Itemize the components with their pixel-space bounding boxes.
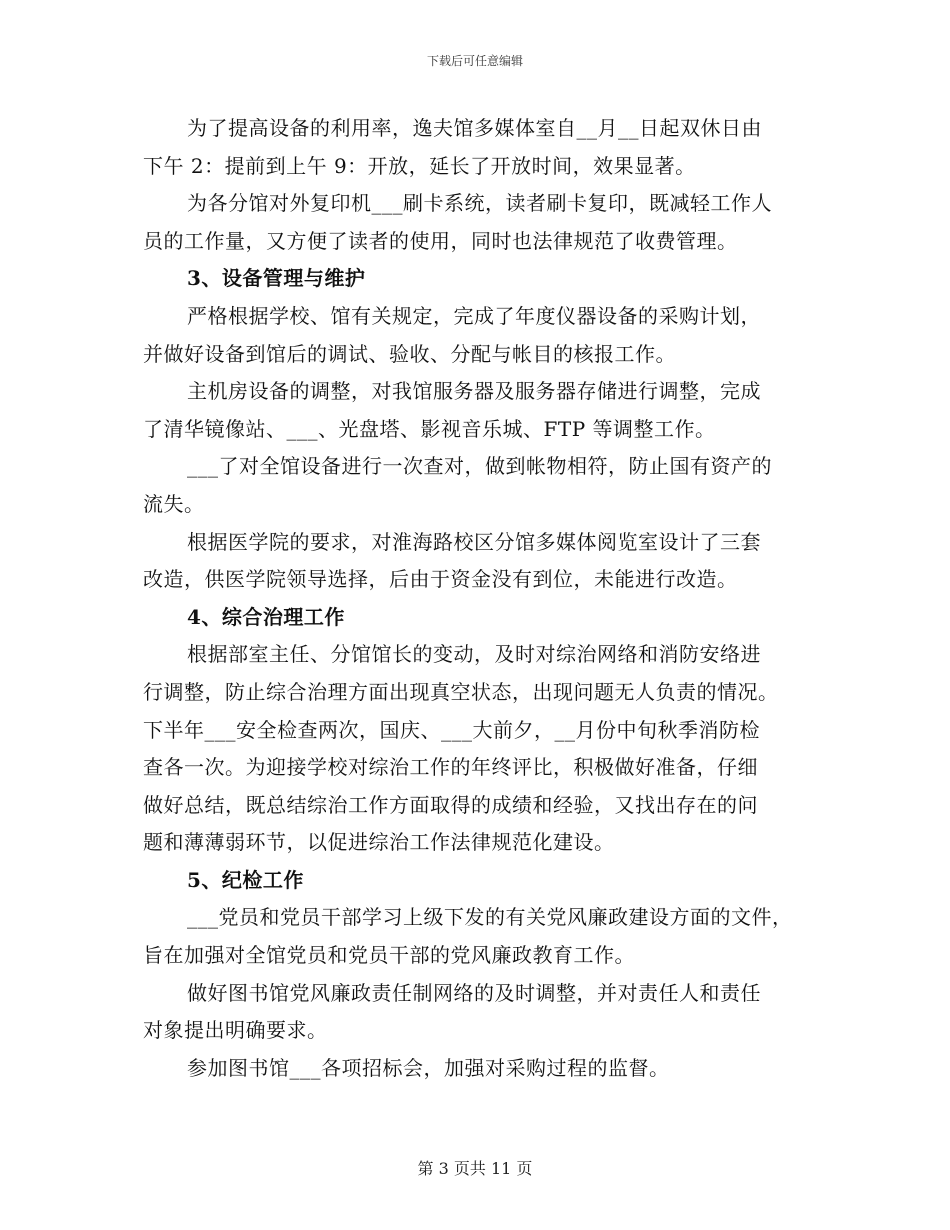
document-body bbox=[143, 110, 813, 1087]
paragraph-line: 为了提高设备的利用率，逸夫馆多媒体室自__月__日起双休日由 bbox=[187, 116, 762, 140]
paragraph-line: 严格根据学校、馆有关规定，完成了年度仪器设备的采购计划， bbox=[187, 303, 761, 328]
paragraph-line: 题和薄薄弱环节，以促进综治工作法律规范化建设。 bbox=[143, 830, 615, 855]
section-heading: 4、综合治理工作 bbox=[187, 604, 345, 629]
paragraph-line: 做好总结，既总结综治工作方面取得的成绩和经验，又找出存在的问 bbox=[143, 792, 758, 817]
page-footer: 第 3 页共 11 页 bbox=[417, 1159, 533, 1178]
paragraph-line: 了清华镜像站、___、光盘塔、影视音乐城、FTP 等调整工作。 bbox=[143, 416, 716, 441]
paragraph-line: 对象提出明确要求。 bbox=[143, 1018, 328, 1043]
page-header: 下载后可任意编辑 bbox=[426, 54, 523, 68]
paragraph-line: 流失。 bbox=[143, 491, 205, 516]
section-heading: 5、纪检工作 bbox=[187, 867, 304, 892]
paragraph-line: 员的工作量，又方便了读者的使用，同时也法律规范了收费管理。 bbox=[143, 228, 738, 253]
paragraph-line: 根据部室主任、分馆馆长的变动，及时对综治网络和消防安络进 bbox=[187, 642, 761, 667]
paragraph-line: 行调整，防止综合治理方面出现真空状态，出现问题无人负责的情况。 bbox=[143, 679, 779, 704]
paragraph-line: 根据医学院的要求，对淮海路校区分馆多媒体阅览室设计了三套 bbox=[187, 529, 761, 554]
section-heading: 3、设备管理与维护 bbox=[187, 266, 366, 291]
paragraph-line: ___了对全馆设备进行一次查对，做到帐物相符，防止国有资产的 bbox=[187, 454, 772, 479]
paragraph-line: 旨在加强对全馆党员和党员干部的党风廉政教育工作。 bbox=[143, 943, 635, 968]
paragraph-line: 改造，供医学院领导选择，后由于资金没有到位，未能进行改造。 bbox=[143, 567, 738, 592]
paragraph-line: 为各分馆对外复印机___刷卡系统，读者刷卡复印，既减轻工作人 bbox=[187, 191, 772, 216]
paragraph-line: ___党员和党员干部学习上级下发的有关党风廉政建设方面的文件， bbox=[187, 905, 793, 930]
paragraph-line: 下午 2：提前到上午 9：开放，延长了开放时间，效果显著。 bbox=[143, 153, 696, 178]
paragraph-line: 做好图书馆党风廉政责任制网络的及时调整，并对责任人和责任 bbox=[187, 980, 761, 1005]
paragraph-line: 查各一次。为迎接学校对综治工作的年终评比，积极做好准备，仔细 bbox=[143, 755, 758, 780]
paragraph-line: 下半年___安全检查两次，国庆、___大前夕，__月份中旬秋季消防检 bbox=[143, 717, 760, 742]
paragraph-line: 并做好设备到馆后的调试、验收、分配与帐目的核报工作。 bbox=[143, 341, 676, 366]
paragraph-line: 参加图书馆___各项招标会，加强对采购过程的监督。 bbox=[187, 1055, 670, 1080]
paragraph-line: 主机房设备的调整，对我馆服务器及服务器存储进行调整，完成 bbox=[187, 379, 761, 404]
